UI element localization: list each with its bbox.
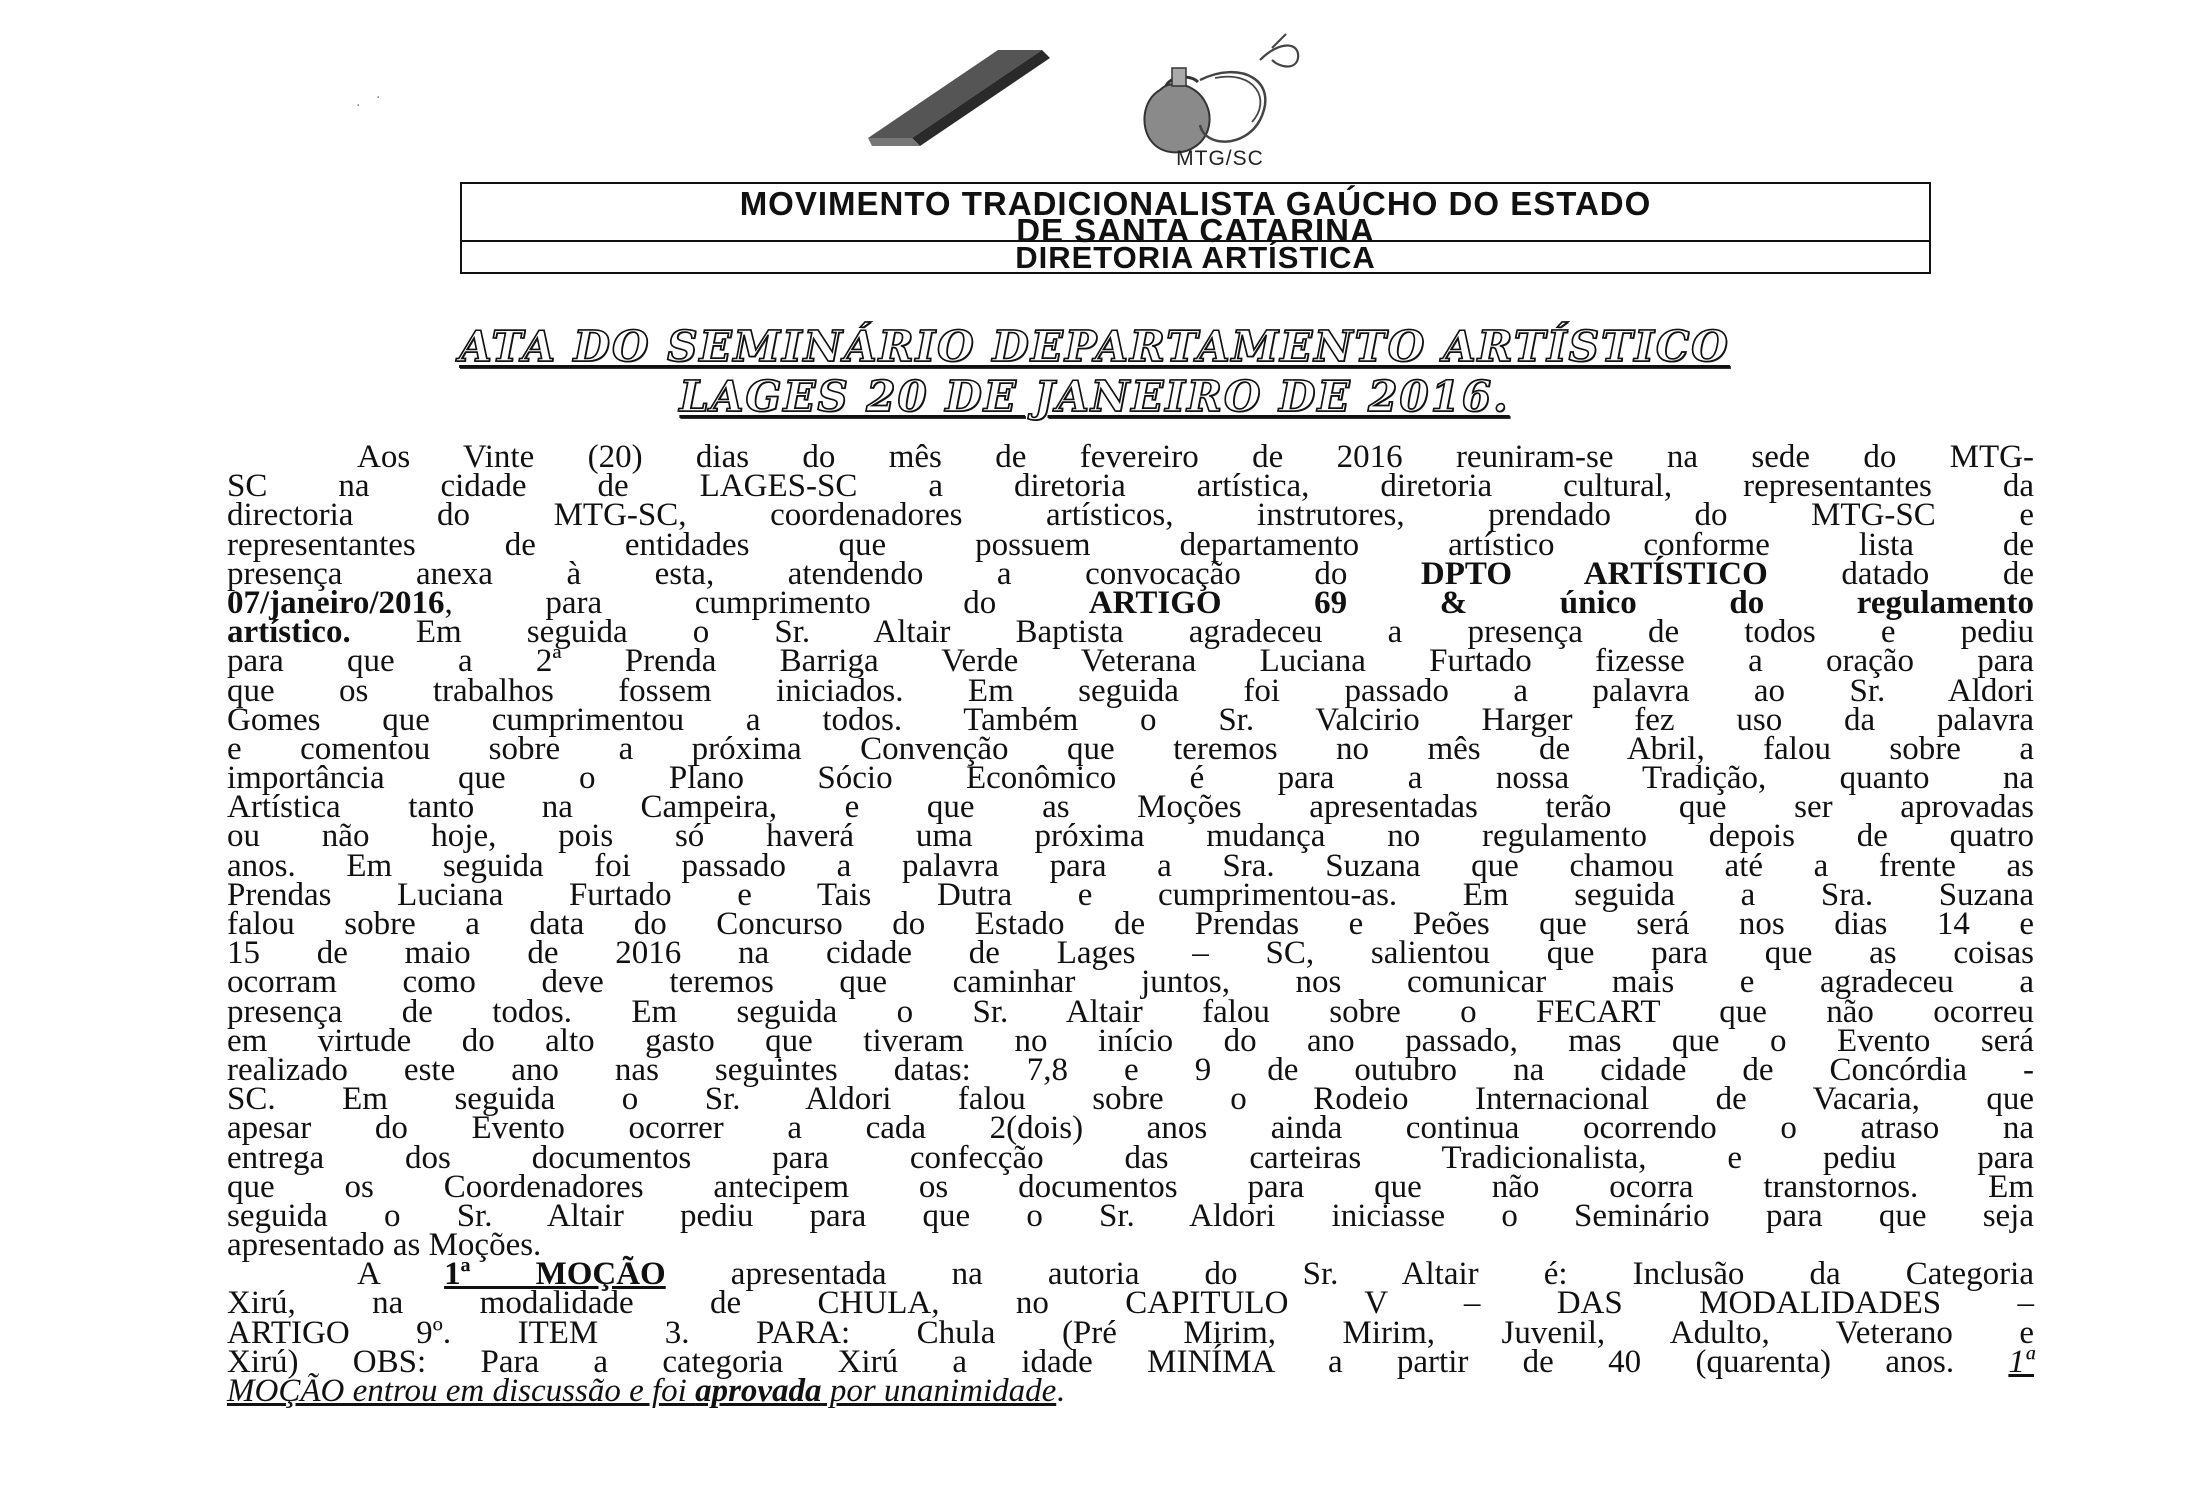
- bold-text: 07/janeiro/2016: [227, 584, 445, 621]
- body-text: A: [357, 1256, 445, 1293]
- document-title-line1: ATA DO SEMINÁRIO DEPARTAMENTO ARTÍSTICO: [459, 322, 1730, 371]
- logo-caption: MTG/SC: [1176, 147, 1264, 170]
- body-line: Aos Vinte (20) dias do mês de fevereiro de 2016 reuniram-se na sede do MTG-: [357, 439, 2034, 475]
- body-text: datado de: [1767, 555, 2034, 592]
- body-text: apresentada na autoria do Sr. Altair é: Inclusão da Categoria: [665, 1256, 2034, 1293]
- motion-result-text: 1ª: [2008, 1343, 2034, 1380]
- letterhead-box: [460, 182, 1931, 274]
- body-line: anos. Em seguida foi passado a palavra para a Sra. Suzana que chamou até a frente as: [227, 847, 2034, 884]
- body-line: Xirú, na modalidade de CHULA, no CAPITULO V – DAS MODALIDADES –: [227, 1285, 2034, 1322]
- body-line: ou não hoje, pois só haverá uma próxima mudança no regulamento depois de quatro: [227, 818, 2034, 855]
- body-line: 15 de maio de 2016 na cidade de Lages – SC, salientou que para que as coisas: [227, 935, 2034, 972]
- body-text: Em seguida o Sr. Altair Baptista agradeceu a presença de todos e pediu: [350, 614, 2034, 651]
- body-text: presença anexa à esta, atendendo a convocação do: [227, 555, 1421, 592]
- department-name: DIRETORIA ARTÍSTICA: [1015, 240, 1376, 275]
- body-line: seguida o Sr. Altair pediu para que o Sr. Aldori iniciasse o Seminário para que seja: [227, 1197, 2034, 1234]
- body-line: ocorram como deve teremos que caminhar juntos, nos comunicar mais e agradeceu a: [227, 964, 2034, 1001]
- body-line: Artística tanto na Campeira, e que as Moções apresentadas terão que ser aprovadas: [227, 789, 2034, 826]
- body-line: entrega dos documentos para confecção das carteiras Tradicionalista, e pediu para: [227, 1139, 2034, 1176]
- body-line: importância que o Plano Sócio Econômico é para a nossa Tradição, quanto na: [227, 760, 2034, 797]
- body-line: realizado este ano nas seguintes datas: 7,8 e 9 de outubro na cidade de Concórdia -: [227, 1051, 2034, 1088]
- motion-result-text: MOÇÃO entrou em discussão e foi: [227, 1373, 696, 1409]
- motion-result-text: por unanimidade: [821, 1373, 1057, 1409]
- body-line: SC na cidade de LAGES-SC a diretoria artística, diretoria cultural, representantes da: [227, 468, 2034, 505]
- body-text: Xirú) OBS: Para a categoria Xirú a idade MINÍMA a partir de 40 (quarenta) anos.: [227, 1343, 2009, 1380]
- body-line: ARTIGO 9º. ITEM 3. PARA: Chula (Pré Mirim, Mirim, Juvenil, Adulto, Veterano e: [227, 1314, 2034, 1351]
- minutes-body: [227, 439, 2034, 1409]
- body-text: .: [1056, 1373, 1065, 1409]
- body-line: em virtude do alto gasto que tiveram no início do ano passado, mas que o Evento será: [227, 1022, 2034, 1059]
- scan-speck: ·: [376, 90, 381, 106]
- body-line: que os Coordenadores antecipem os documentos para que não ocorra transtornos. Em: [227, 1168, 2034, 1205]
- motion-result-bold: aprovada: [695, 1373, 822, 1409]
- scan-speck: ·: [356, 98, 361, 114]
- body-line: e comentou sobre a próxima Convenção que teremos no mês de Abril, falou sobre a: [227, 730, 2034, 767]
- body-line: falou sobre a data do Concurso do Estado de Prendas e Peões que será nos dias 14 e: [227, 906, 2034, 942]
- bold-text: ARTIGO 69 & único do regulamento: [1088, 584, 2034, 621]
- organization-name-line1: MOVIMENTO TRADICIONALISTA GAÚCHO DO ESTADO: [739, 185, 1652, 222]
- bold-text: DPTO ARTÍSTICO: [1420, 555, 1768, 592]
- motion-heading: 1ª MOÇÃO: [444, 1256, 666, 1293]
- body-line: [227, 1373, 2034, 1409]
- body-line: Gomes que cumprimentou a todos. Também o Sr. Valcirio Harger fez uso da palavra: [227, 701, 2034, 738]
- body-line: Prendas Luciana Furtado e Tais Dutra e cumprimentou-as. Em seguida a Sra. Suzana: [227, 876, 2034, 913]
- body-line: directoria do MTG-SC, coordenadores artísticos, instrutores, prendado do MTG-SC e: [227, 497, 2034, 534]
- body-line: representantes de entidades que possuem departamento artístico conforme lista de: [227, 526, 2034, 563]
- mtg-sc-emblem-icon: [860, 20, 1420, 170]
- organization-name-line2: DE SANTA CATARINA: [1016, 212, 1375, 249]
- body-line: apesar do Evento ocorrer a cada 2(dois) anos ainda continua ocorrendo o atraso na: [227, 1110, 2034, 1147]
- body-line: que os trabalhos fossem iniciados. Em seguida foi passado a palavra ao Sr. Aldori: [227, 672, 2034, 709]
- body-text: , para cumprimento do: [444, 584, 1089, 621]
- body-line: presença de todos. Em seguida o Sr. Altair falou sobre o FECART que não ocorreu: [227, 993, 2034, 1030]
- document-title-line2: LAGES 20 DE JANEIRO DE 2016.: [679, 372, 1510, 421]
- body-line: SC. Em seguida o Sr. Aldori falou sobre o Rodeio Internacional de Vacaria, que: [227, 1081, 2034, 1118]
- body-line: para que a 2ª Prenda Barriga Verde Veterana Luciana Furtado fizesse a oração para: [227, 643, 2034, 680]
- bold-text: artístico.: [227, 614, 351, 651]
- body-line: apresentado as Moções.: [227, 1227, 542, 1264]
